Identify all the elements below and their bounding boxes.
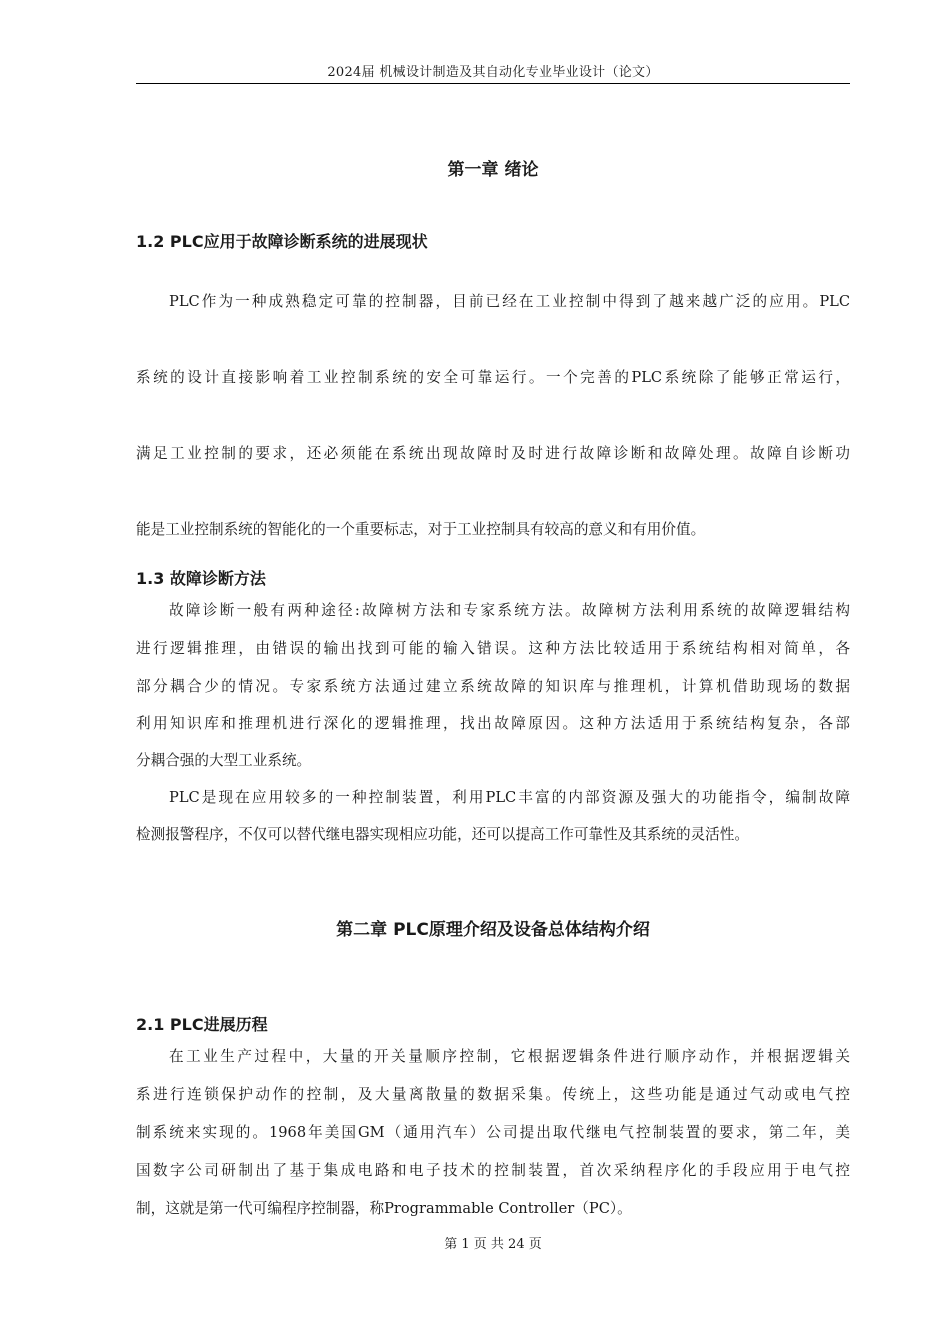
section-1-2-line: PLC作为一种成熟稳定可靠的控制器，目前已经在工业控制中得到了越来越广泛的应用。PLC xyxy=(169,293,850,310)
chapter-1-title: 第一章 绪论 xyxy=(447,160,539,180)
section-2-1-line: 在工业生产过程中，大量的开关量顺序控制，它根据逻辑条件进行顺序动作，并根据逻辑关 xyxy=(169,1048,850,1065)
section-1-2-line: 能是工业控制系统的智能化的一个重要标志，对于工业控制具有较高的意义和有用价值。 xyxy=(136,521,706,538)
section-2-1-line: 系进行连锁保护动作的控制，及大量离散量的数据采集。传统上，这些功能是通过气动或电气控 xyxy=(136,1086,850,1103)
header-rule xyxy=(136,83,850,84)
section-2-1-line: 制系统来实现的。1968年美国GM（通用汽车）公司提出取代继电气控制装置的要求，第二年，美 xyxy=(136,1124,850,1141)
section-1-3-line: 部分耦合少的情况。专家系统方法通过建立系统故障的知识库与推理机，计算机借助现场的数据 xyxy=(136,678,850,695)
section-2-1-title: 2.1 PLC进展历程 xyxy=(136,1015,268,1034)
section-1-3-line: 故障诊断一般有两种途径:故障树方法和专家系统方法。故障树方法利用系统的故障逻辑结构 xyxy=(169,602,850,619)
section-1-2-line: 系统的设计直接影响着工业控制系统的安全可靠运行。一个完善的PLC系统除了能够正常运行， xyxy=(136,369,850,386)
section-1-3-line: 利用知识库和推理机进行深化的逻辑推理，找出故障原因。这种方法适用于系统结构复杂，各部 xyxy=(136,715,850,732)
section-2-1-line: 国数字公司研制出了基于集成电路和电子技术的控制装置，首次采纳程序化的手段应用于电气控 xyxy=(136,1162,850,1179)
section-1-3-line: 检测报警程序，不仅可以替代继电器实现相应功能，还可以提高工作可靠性及其系统的灵活性。 xyxy=(136,826,749,843)
section-2-1-line: 制，这就是第一代可编程序控制器，称Programmable Controller（PC）。 xyxy=(136,1200,632,1217)
section-1-2-title: 1.2 PLC应用于故障诊断系统的进展现状 xyxy=(136,232,428,251)
section-1-3-line: PLC是现在应用较多的一种控制装置，利用PLC丰富的内部资源及强大的功能指令，编制故障 xyxy=(169,789,850,806)
page-header: 2024届 机械设计制造及其自动化专业毕业设计（论文） xyxy=(327,65,659,80)
section-1-2-line: 满足工业控制的要求，还必须能在系统出现故障时及时进行故障诊断和故障处理。故障自诊断功 xyxy=(136,445,850,462)
section-1-3-line: 进行逻辑推理，由错误的输出找到可能的输入错误。这种方法比较适用于系统结构相对简单，各 xyxy=(136,640,850,657)
page-footer: 第 1 页 共 24 页 xyxy=(444,1237,542,1252)
chapter-2-title: 第二章 PLC原理介绍及设备总体结构介绍 xyxy=(336,920,650,940)
section-1-3-title: 1.3 故障诊断方法 xyxy=(136,569,266,588)
section-1-3-line: 分耦合强的大型工业系统。 xyxy=(136,752,312,769)
